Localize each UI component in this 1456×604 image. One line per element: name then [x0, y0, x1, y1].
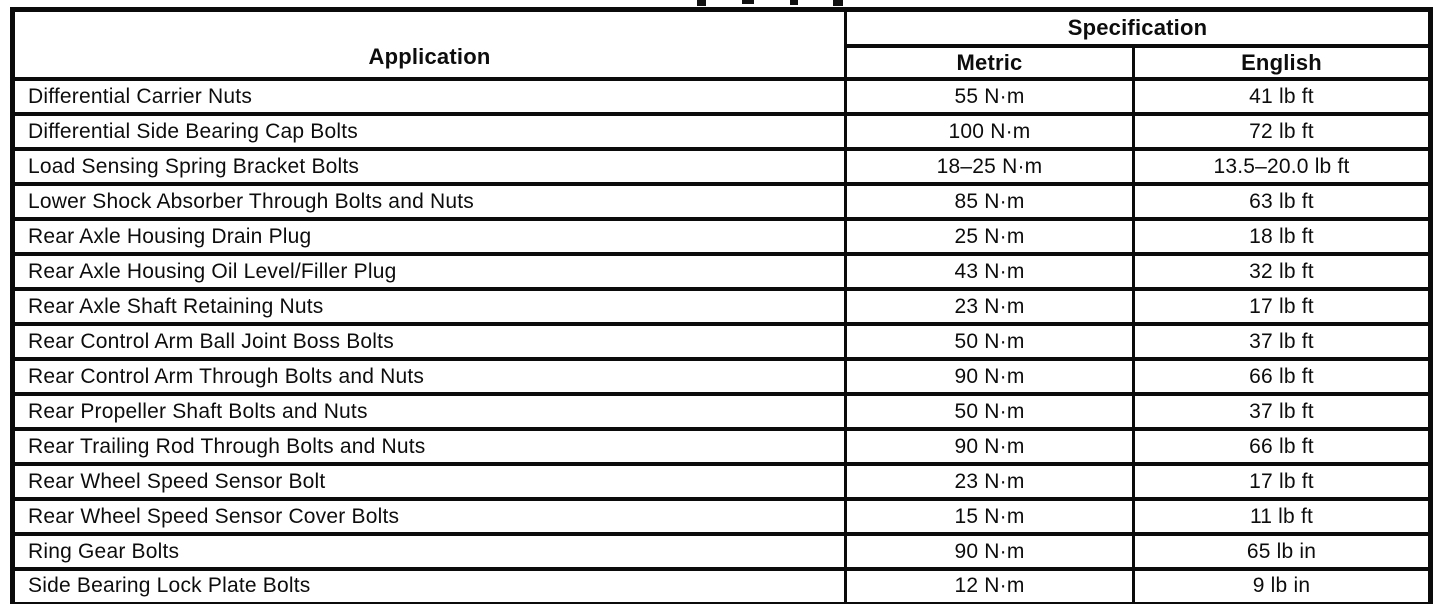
spec-table-row: [13, 289, 1431, 324]
spec-table-row: [13, 429, 1431, 464]
metric-column-header: Metric: [846, 46, 1134, 79]
english-value-cell: 41 lb ft: [1134, 79, 1431, 114]
english-value-cell: 9 lb in: [1134, 569, 1431, 604]
descender-mark: [697, 0, 706, 6]
metric-value-cell: 55 N·m: [846, 79, 1134, 114]
application-cell: Lower Shock Absorber Through Bolts and Nuts: [13, 184, 846, 219]
spec-table-row: [13, 394, 1431, 429]
metric-value-cell: 12 N·m: [846, 569, 1134, 604]
specification-header-row: [13, 10, 1431, 47]
metric-value-cell: 50 N·m: [846, 394, 1134, 429]
english-value-cell: 63 lb ft: [1134, 184, 1431, 219]
specification-column-header: Specification: [846, 10, 1431, 47]
spec-table-row: [13, 499, 1431, 534]
english-value-cell: 18 lb ft: [1134, 219, 1431, 254]
english-value-cell: 37 lb ft: [1134, 324, 1431, 359]
application-cell: Ring Gear Bolts: [13, 534, 846, 569]
metric-value-cell: 18–25 N·m: [846, 149, 1134, 184]
metric-value-cell: 90 N·m: [846, 359, 1134, 394]
metric-value-cell: 100 N·m: [846, 114, 1134, 149]
english-value-cell: 13.5–20.0 lb ft: [1134, 149, 1431, 184]
application-cell: Rear Axle Housing Oil Level/Filler Plug: [13, 254, 846, 289]
application-cell: Rear Control Arm Through Bolts and Nuts: [13, 359, 846, 394]
metric-value-cell: 90 N·m: [846, 534, 1134, 569]
application-cell: Side Bearing Lock Plate Bolts: [13, 569, 846, 604]
spec-table-row: [13, 184, 1431, 219]
english-value-cell: 66 lb ft: [1134, 359, 1431, 394]
metric-value-cell: 85 N·m: [846, 184, 1134, 219]
metric-value-cell: 15 N·m: [846, 499, 1134, 534]
spec-table-row: [13, 464, 1431, 499]
application-cell: Rear Trailing Rod Through Bolts and Nuts: [13, 429, 846, 464]
spec-table-row: [13, 254, 1431, 289]
metric-value-cell: 50 N·m: [846, 324, 1134, 359]
english-value-cell: 72 lb ft: [1134, 114, 1431, 149]
english-value-cell: 65 lb in: [1134, 534, 1431, 569]
application-cell: Load Sensing Spring Bracket Bolts: [13, 149, 846, 184]
spec-table-row: [13, 219, 1431, 254]
spec-table-row: [13, 114, 1431, 149]
application-cell: Rear Wheel Speed Sensor Cover Bolts: [13, 499, 846, 534]
application-cell: Rear Control Arm Ball Joint Boss Bolts: [13, 324, 846, 359]
metric-value-cell: 23 N·m: [846, 289, 1134, 324]
english-value-cell: 11 lb ft: [1134, 499, 1431, 534]
application-cell: Differential Carrier Nuts: [13, 79, 846, 114]
english-column-header: English: [1134, 46, 1431, 79]
spec-table-row: [13, 534, 1431, 569]
metric-value-cell: 25 N·m: [846, 219, 1134, 254]
application-column-header: Application: [13, 10, 846, 80]
spec-table-row: [13, 324, 1431, 359]
metric-value-cell: 43 N·m: [846, 254, 1134, 289]
spec-table-row: [13, 79, 1431, 114]
english-value-cell: 37 lb ft: [1134, 394, 1431, 429]
metric-value-cell: 90 N·m: [846, 429, 1134, 464]
torque-specifications-table: [10, 7, 1433, 604]
english-value-cell: 66 lb ft: [1134, 429, 1431, 464]
descender-mark: [833, 0, 843, 6]
spec-table-row: [13, 359, 1431, 394]
application-cell: Differential Side Bearing Cap Bolts: [13, 114, 846, 149]
descender-mark: [742, 0, 754, 4]
application-cell: Rear Axle Shaft Retaining Nuts: [13, 289, 846, 324]
descender-mark: [790, 0, 798, 5]
application-cell: Rear Propeller Shaft Bolts and Nuts: [13, 394, 846, 429]
english-value-cell: 32 lb ft: [1134, 254, 1431, 289]
metric-value-cell: 23 N·m: [846, 464, 1134, 499]
spec-table-row: [13, 149, 1431, 184]
english-value-cell: 17 lb ft: [1134, 289, 1431, 324]
english-value-cell: 17 lb ft: [1134, 464, 1431, 499]
application-cell: Rear Axle Housing Drain Plug: [13, 219, 846, 254]
application-cell: Rear Wheel Speed Sensor Bolt: [13, 464, 846, 499]
spec-table-row: [13, 569, 1431, 604]
